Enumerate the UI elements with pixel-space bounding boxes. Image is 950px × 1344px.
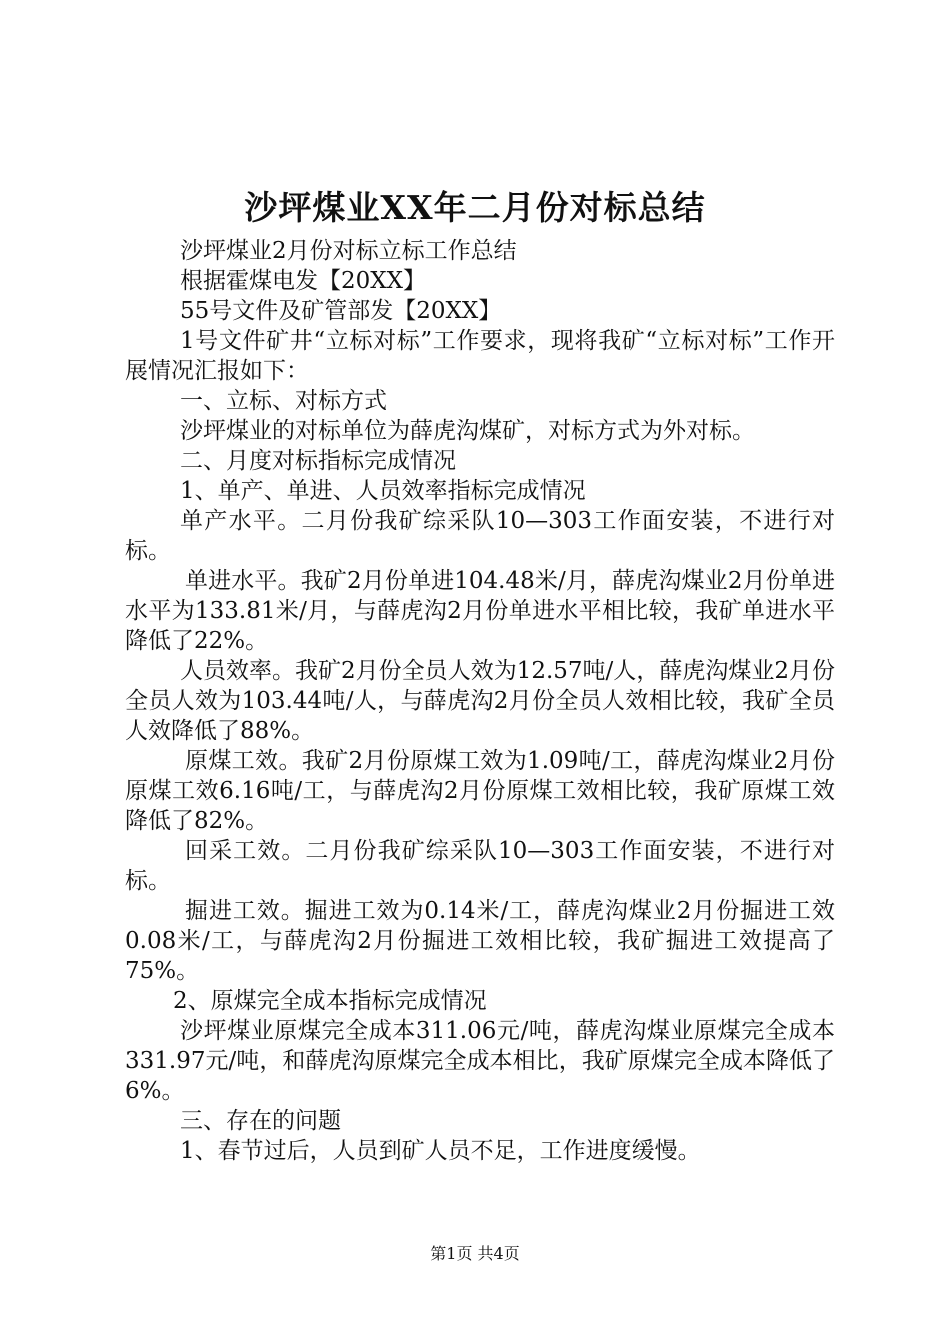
paragraph-full-cost: 沙坪煤业原煤完全成本311.06元/吨，薛虎沟煤业原煤完全成本331.97元/吨，和薛虎沟原煤完全成本相比，我矿原煤完全成本降低了6%。 [125,1018,835,1104]
paragraph-mining-efficiency: 回采工效。二月份我矿综采队10—303工作面安装，不进行对标。 [125,838,835,894]
paragraph-subtitle: 沙坪煤业2月份对标立标工作总结 [180,238,517,264]
paragraph-basis-1: 根据霍煤电发【20XX】 [180,268,427,294]
document-title: 沙坪煤业XX年二月份对标总结 [244,188,706,227]
paragraph-raw-coal-efficiency: 原煤工效。我矿2月份原煤工效为1.09吨/工，薛虎沟煤业2月份原煤工效6.16吨/工，与薛虎沟2月份原煤工效相比较，我矿原煤工效降低了82%。 [125,748,835,834]
paragraph-staff-efficiency: 人员效率。我矿2月份全员人效为12.57吨/人，薛虎沟煤业2月份全员人效为103.44吨/人，与薛虎沟2月份全员人效相比较，我矿全员人效降低了88%。 [125,658,835,744]
paragraph-benchmark-unit: 沙坪煤业的对标单位为薛虎沟煤矿，对标方式为外对标。 [180,418,755,444]
paragraph-unit-advance: 单进水平。我矿2月份单进104.48米/月，薛虎沟煤业2月份单进水平为133.81米/月，与薛虎沟2月份单进水平相比较，我矿单进水平降低了22%。 [125,568,835,654]
page-number: 第1页 共4页 [430,1244,520,1263]
paragraph-problem-1: 1、春节过后，人员到矿人员不足，工作进度缓慢。 [180,1138,701,1164]
paragraph-basis-2: 55号文件及矿管部发【20XX】 [180,298,502,324]
section-heading-3: 三、存在的问题 [180,1108,341,1134]
subsection-heading-2-2: 2、原煤完全成本指标完成情况 [173,988,487,1014]
section-heading-2: 二、月度对标指标完成情况 [180,448,456,474]
paragraph-unit-output: 单产水平。二月份我矿综采队10—303工作面安装，不进行对标。 [125,508,835,564]
section-heading-1: 一、立标、对标方式 [180,388,387,414]
document-body [125,236,835,1166]
paragraph-tunneling-efficiency: 掘进工效。掘进工效为0.14米/工，薛虎沟煤业2月份掘进工效0.08米/工，与薛虎沟2月份掘进工效相比较，我矿掘进工效提高了75%。 [125,898,835,984]
paragraph-basis-3: 1号文件矿井“立标对标”工作要求，现将我矿“立标对标”工作开展情况汇报如下： [125,328,835,384]
subsection-heading-2-1: 1、单产、单进、人员效率指标完成情况 [180,478,586,504]
